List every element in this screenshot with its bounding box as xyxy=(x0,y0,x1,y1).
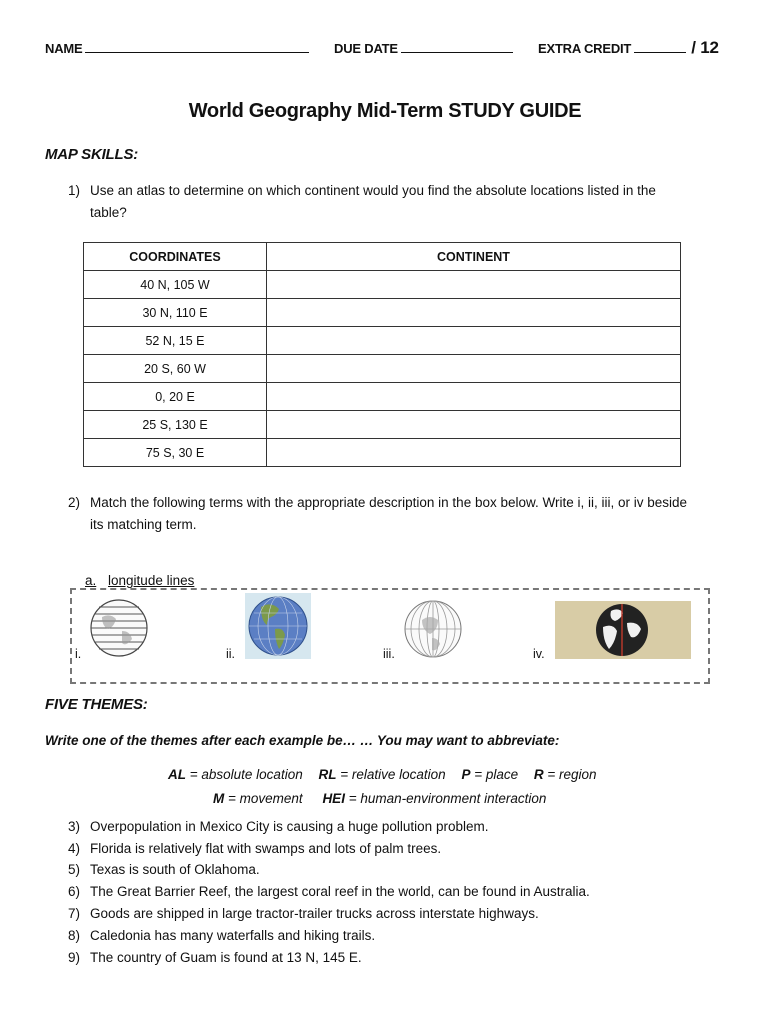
continent-answer-cell[interactable] xyxy=(267,383,681,411)
item-number: 9) xyxy=(68,950,81,965)
item-text: Overpopulation in Mexico City is causing a huge pollution problem. xyxy=(90,819,489,834)
legend-meaning: = human-environment interaction xyxy=(344,791,547,806)
coordinates-table xyxy=(83,242,681,467)
term-text: longitude lines xyxy=(108,573,195,588)
themes-legend-line-2 xyxy=(213,791,546,806)
legend-meaning: = movement xyxy=(224,791,303,806)
legend-abbr: M xyxy=(213,791,225,806)
item-text: Florida is relatively flat with swamps and lots of palm trees. xyxy=(90,841,442,856)
themes-instruction: Write one of the themes after each example be… … You may want to abbreviate: xyxy=(45,733,560,748)
item-text: The country of Guam is found at 13 N, 145 E. xyxy=(90,950,362,965)
table-header-continent: CONTINENT xyxy=(267,243,681,271)
table-row xyxy=(84,383,681,411)
page-title: World Geography Mid-Term STUDY GUIDE xyxy=(188,100,582,122)
table-row xyxy=(84,411,681,439)
globe-label-iv: iv. xyxy=(533,647,545,661)
coordinate-cell: 75 S, 30 E xyxy=(84,439,267,467)
item-text: The Great Barrier Reef, the largest coral reef in the world, can be found in Australia. xyxy=(90,884,590,899)
name-label: NAME xyxy=(45,41,83,56)
coordinate-cell: 30 N, 110 E xyxy=(84,299,267,327)
map-skills-heading: MAP SKILLS: xyxy=(45,146,139,163)
table-row xyxy=(84,299,681,327)
item-number: 8) xyxy=(68,928,81,943)
name-blank[interactable] xyxy=(85,41,309,53)
legend-meaning: = absolute location xyxy=(186,767,303,782)
due-date-blank[interactable] xyxy=(401,41,513,53)
legend-abbr: R xyxy=(533,767,544,782)
question-text: Match the following terms with the appropriate description in the box below. Write i, ii, iii, or iv beside its matching term. xyxy=(90,495,688,532)
due-date-field[interactable] xyxy=(334,41,513,56)
item-number: 5) xyxy=(68,862,81,877)
coordinate-cell: 0, 20 E xyxy=(84,383,267,411)
earth-grid-icon xyxy=(245,593,311,659)
question-text: Use an atlas to determine on which continent would you find the absolute locations listed in the table? xyxy=(90,183,656,220)
item-number: 7) xyxy=(68,906,81,921)
prime-meridian-icon xyxy=(555,601,691,659)
legend-meaning: = place xyxy=(470,767,519,782)
question-1 xyxy=(0,180,770,226)
item-number: 3) xyxy=(68,819,81,834)
continent-answer-cell[interactable] xyxy=(267,355,681,383)
coordinate-cell: 25 S, 130 E xyxy=(84,411,267,439)
term-letter: a. xyxy=(85,573,97,588)
table-row xyxy=(84,355,681,383)
themes-legend-line-1 xyxy=(168,767,597,782)
continent-answer-cell[interactable] xyxy=(267,271,681,299)
question-number: 1) xyxy=(68,183,81,198)
legend-abbr: RL xyxy=(318,767,337,782)
legend-abbr: AL xyxy=(168,767,186,782)
score-total: / 12 xyxy=(691,38,719,57)
table-row xyxy=(84,439,681,467)
extra-credit-field[interactable] xyxy=(538,38,719,58)
continent-answer-cell[interactable] xyxy=(267,299,681,327)
hemisphere-image xyxy=(555,601,691,659)
item-text: Texas is south of Oklahoma. xyxy=(90,862,260,877)
latitude-globe-image xyxy=(88,597,150,659)
question-2 xyxy=(0,492,770,538)
five-themes-heading: FIVE THEMES: xyxy=(45,696,148,713)
name-field[interactable] xyxy=(45,41,309,56)
table-header-coordinates: COORDINATES xyxy=(84,243,267,271)
continent-answer-cell[interactable] xyxy=(267,411,681,439)
legend-meaning: = region xyxy=(543,767,597,782)
legend-abbr: P xyxy=(461,767,471,782)
due-date-label: DUE DATE xyxy=(334,41,398,56)
continent-answer-cell[interactable] xyxy=(267,439,681,467)
legend-abbr: HEI xyxy=(322,791,345,806)
item-text: Goods are shipped in large tractor-trailer trucks across interstate highways. xyxy=(90,906,539,921)
continent-answer-cell[interactable] xyxy=(267,327,681,355)
extra-credit-label: EXTRA CREDIT xyxy=(538,41,632,56)
table-row xyxy=(84,327,681,355)
item-number: 6) xyxy=(68,884,81,899)
legend-meaning: = relative location xyxy=(336,767,446,782)
item-text: Caledonia has many waterfalls and hiking trails. xyxy=(90,928,376,943)
coordinate-cell: 52 N, 15 E xyxy=(84,327,267,355)
extra-credit-blank[interactable] xyxy=(634,41,686,53)
longitude-globe-image xyxy=(402,598,464,660)
globe-label-iii: iii. xyxy=(383,647,395,661)
earth-globe-image xyxy=(245,593,311,659)
globe-label-ii: ii. xyxy=(226,647,236,661)
coordinate-cell: 40 N, 105 W xyxy=(84,271,267,299)
globe-label-i: i. xyxy=(75,647,82,661)
item-number: 4) xyxy=(68,841,81,856)
coordinate-cell: 20 S, 60 W xyxy=(84,355,267,383)
table-row xyxy=(84,271,681,299)
question-number: 2) xyxy=(68,495,81,510)
